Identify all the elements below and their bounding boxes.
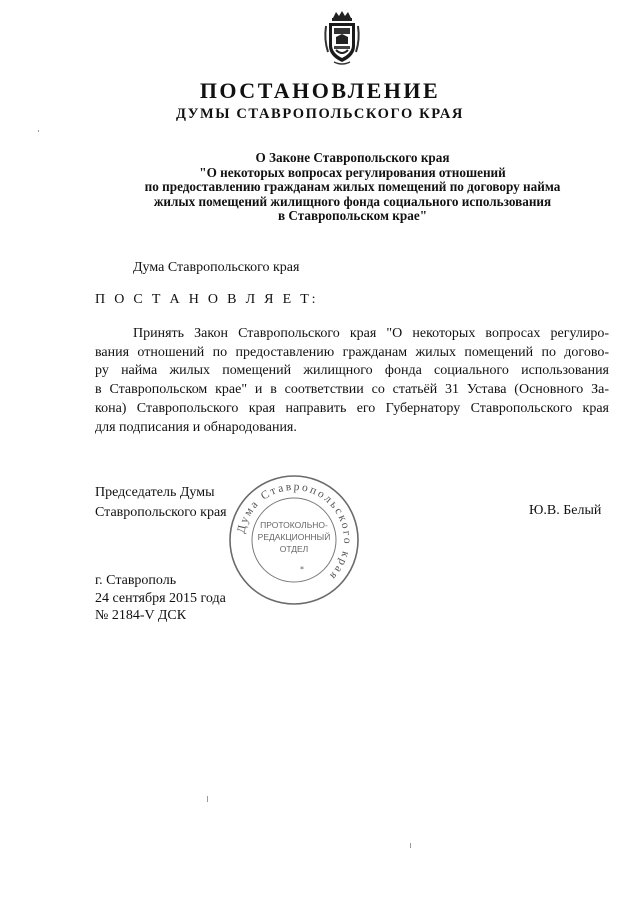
scan-speck	[410, 843, 411, 848]
scan-speck	[38, 130, 39, 132]
document-subtitle: ДУМЫ СТАВРОПОЛЬСКОГО КРАЯ	[176, 106, 464, 122]
body-line: ру найма жилых помещений жилищного фонда социального использования	[95, 363, 609, 379]
heading-line: жилых помещений жилищного фонда социального использования	[153, 193, 552, 209]
law-heading	[60, 151, 640, 224]
svg-text:РЕДАКЦИОННЫЙ: РЕДАКЦИОННЫЙ	[257, 532, 331, 542]
body-line: в Ставропольском крае" и в соответствии со статьёй 31 Устава (Основного За-	[95, 382, 609, 398]
body-line: кона) Ставропольского края направить его Губернатору Ставропольского края	[95, 400, 609, 416]
resolves-line: П О С Т А Н О В Л Я Е Т:	[95, 292, 319, 307]
city: г. Ставрополь	[95, 573, 177, 588]
body-line: Принять Закон Ставропольского края "О некоторых вопросах регулиро-	[133, 326, 609, 341]
scan-speck	[207, 796, 208, 802]
document-footer	[95, 572, 226, 625]
heading-line: по предоставлению гражданам жилых помещений по договору найма	[144, 179, 561, 195]
heading-line: О Законе Ставропольского края	[255, 150, 450, 165]
svg-text:*: *	[300, 565, 304, 574]
duma-line: Дума Ставропольского края	[133, 260, 300, 275]
signatory-position	[95, 483, 227, 523]
heading-line: в Ставропольском крае"	[277, 208, 428, 224]
position-line: Председатель Думы	[95, 485, 215, 500]
official-stamp	[224, 470, 364, 610]
svg-text:ОТДЕЛ: ОТДЕЛ	[279, 544, 309, 554]
svg-text:ПРОТОКОЛЬНО-: ПРОТОКОЛЬНО-	[260, 520, 328, 530]
position-line: Ставропольского края	[95, 505, 227, 520]
body-line: вания отношений по предоставлению гражданам жилых помещений по догово-	[95, 344, 609, 360]
coat-of-arms-icon	[322, 10, 362, 66]
date: 24 сентября 2015 года	[95, 590, 226, 606]
heading-line: "О некоторых вопросах регулирования отношений	[199, 164, 506, 180]
body-line: для подписания и обнародования.	[95, 419, 297, 435]
document-title: ПОСТАНОВЛЕНИЕ	[199, 78, 441, 103]
resolution-body	[95, 325, 609, 437]
svg-text:Дума Ставропольского края: Дума Ставропольского края	[235, 480, 354, 584]
document-number: № 2184-V ДСК	[95, 608, 187, 623]
signatory-name: Ю.В. Белый	[529, 503, 602, 518]
